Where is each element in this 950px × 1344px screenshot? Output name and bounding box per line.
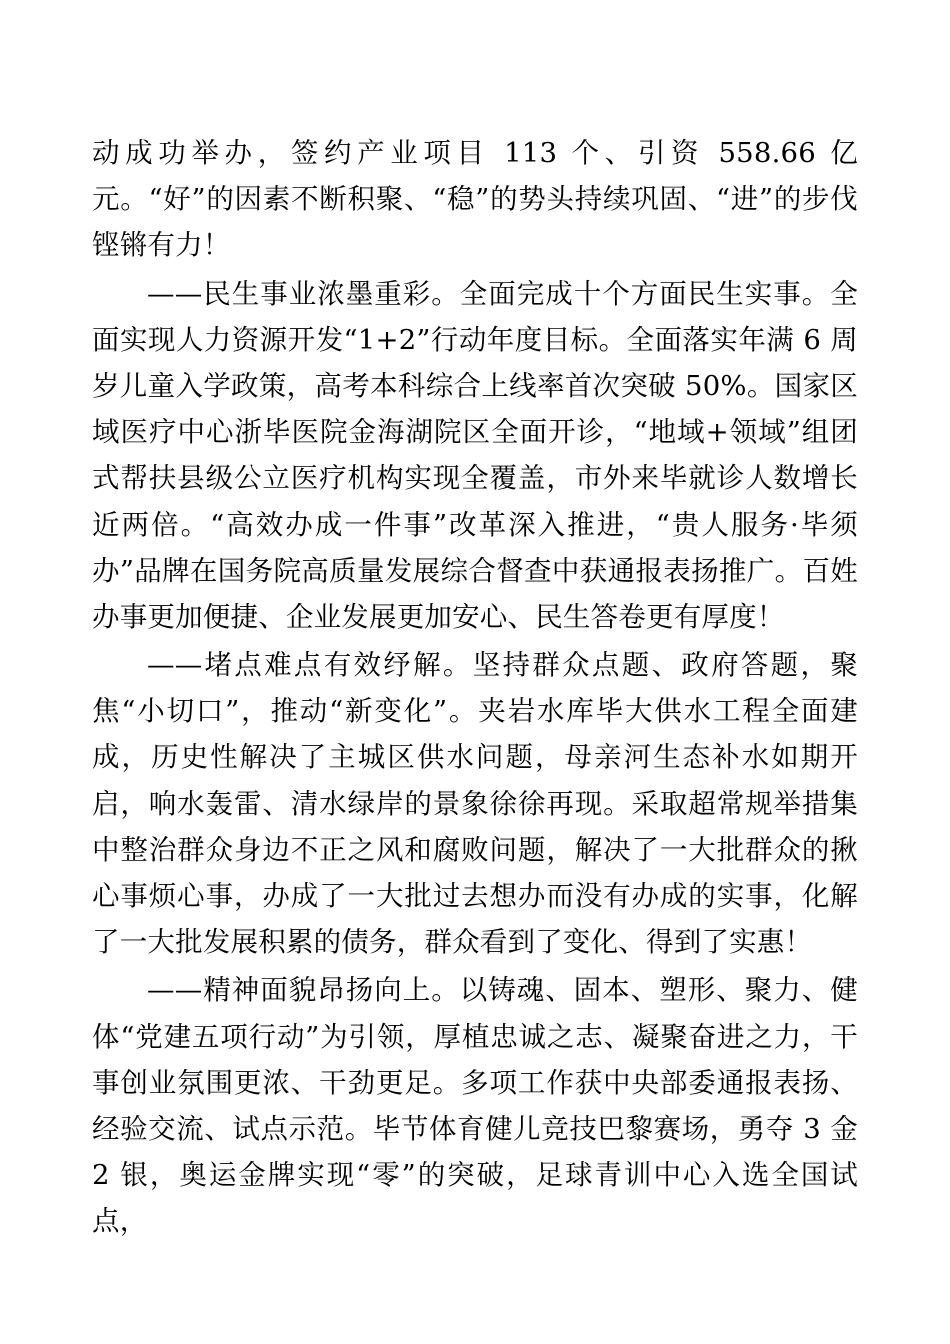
paragraph-continued: 动成功举办，签约产业项目 113 个、引资 558.66 亿元。“好”的因素不断积聚、“稳”的势头持续巩固、“进”的步伐铿锵有力！ [92,137,858,262]
paragraph-spirit: ——精神面貌昂扬向上。以铸魂、固本、塑形、聚力、健体“党建五项行动”为引领，厚植忠诚之志、凝聚奋进之力，干事创业氛围更浓、干劲更足。多项工作获中央部委通报表扬、经验交流、试点示范。毕节体育健儿竞技巴黎赛场，勇夺 3 金 2 银，奥运金牌实现“零”的突破，足球青训中心入选全国试点， [92,974,858,1238]
document-body [92,130,858,1245]
paragraph-bottlenecks: ——堵点难点有效纾解。坚持群众点题、政府答题，聚焦“小切口”，推动“新变化”。夹岩水库毕大供水工程全面建成，历史性解决了主城区供水问题，母亲河生态补水如期开启，响水轰雷、清水绿岸的景象徐徐再现。采取超常规举措集中整治群众身边不正之风和腐败问题，解决了一大批群众的揪心事烦心事，办成了一大批过去想办而没有办成的实事，化解了一大批发展积累的债务，群众看到了变化、得到了实惠！ [92,649,858,959]
paragraph-livelihood: ——民生事业浓墨重彩。全面完成十个方面民生实事。全面实现人力资源开发“1+2”行动年度目标。全面落实年满 6 周岁儿童入学政策，高考本科综合上线率首次突破 50%。国家区域医疗中心浙毕医院金海湖院区全面开诊，“地域+领域”组团式帮扶县级公立医疗机构实现全覆盖，市外来毕就诊人数增长近两倍。“高效办成一件事”改革深入推进，“贵人服务·毕须办”品牌在国务院高质量发展综合督查中获通报表扬推广。百姓办事更加便捷、企业发展更加安心、民生答卷更有厚度！ [92,277,858,633]
